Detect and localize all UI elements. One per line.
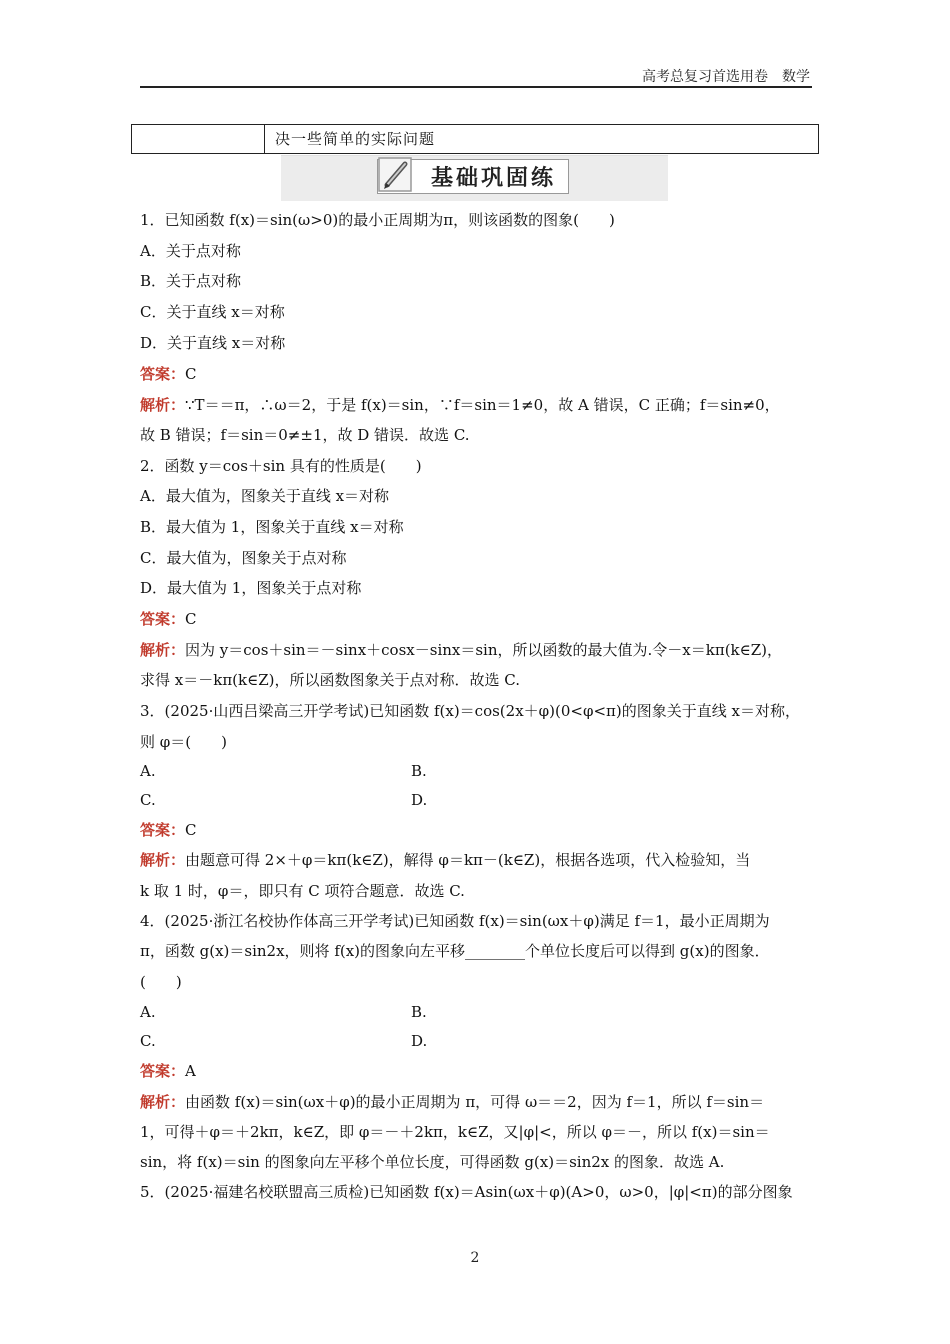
q4-options-row2 bbox=[140, 1031, 812, 1051]
section-banner bbox=[281, 155, 668, 201]
q3-stem-line1: 3．(2025·山西吕梁高三开学考试)已知函数 f(x)＝cos(2x＋φ)(0<φ<π)的图象关于直线 x＝对称， bbox=[140, 702, 800, 720]
q3-option-d: D. bbox=[411, 791, 428, 809]
q4-analysis-line1: 解析：由函数 f(x)＝sin(ωx＋φ)的最小正周期为 π，可得 ω＝＝2，因为 f＝1，所以 f＝sin＝ bbox=[140, 1093, 765, 1111]
pencil-icon bbox=[377, 156, 415, 194]
q1-option-c: C．关于直线 x＝对称 bbox=[140, 303, 285, 321]
table-cell-empty bbox=[132, 125, 265, 153]
header-rule bbox=[140, 86, 812, 88]
q3-option-a: A. bbox=[140, 762, 156, 780]
q3-stem-line2: 则 φ＝( ) bbox=[140, 733, 227, 751]
q4-option-a: A. bbox=[140, 1003, 156, 1021]
q3-answer: 答案：C bbox=[140, 821, 197, 839]
q3-options-row2 bbox=[140, 790, 812, 810]
running-header: 高考总复习首选用卷 数学 bbox=[642, 69, 810, 85]
q2-analysis-line1: 解析：因为 y＝cos＋sin＝－sinx＋cosx－sinx＝sin，所以函数的最大值为.令－x＝kπ(k∈Z)， bbox=[140, 641, 783, 659]
q1-answer: 答案：C bbox=[140, 365, 197, 383]
continuation-table bbox=[131, 124, 819, 154]
q3-analysis-line1: 解析：由题意可得 2×＋φ＝kπ(k∈Z)，解得 φ＝kπ－(k∈Z)，根据各选项，代入检验知，当 bbox=[140, 851, 751, 869]
q4-analysis-line3: sin，将 f(x)＝sin 的图象向左平移个单位长度，可得函数 g(x)＝sin2x 的图象．故选 A. bbox=[140, 1153, 725, 1171]
q1-option-b: B．关于点对称 bbox=[140, 272, 242, 290]
q4-stem-line1: 4．(2025·浙江名校协作体高三开学考试)已知函数 f(x)＝sin(ωx＋φ)满足 f＝1，最小正周期为 bbox=[140, 912, 770, 930]
banner-title: 基础巩固练 bbox=[431, 166, 557, 191]
q2-analysis-line2: 求得 x＝－kπ(k∈Z)，所以函数图象关于点对称．故选 C. bbox=[140, 671, 520, 689]
q4-analysis-line2: 1，可得＋φ＝＋2kπ，k∈Z，即 φ＝－＋2kπ，k∈Z，又|φ|<，所以 φ＝－，所以 f(x)＝sin＝ bbox=[140, 1123, 770, 1141]
q2-option-d: D．最大值为 1，图象关于点对称 bbox=[140, 579, 362, 597]
q1-analysis-line1: 解析：∵T＝＝π，∴ω＝2，于是 f(x)＝sin，∵f＝sin＝1≠0，故 A 错误，C 正确；f＝sin≠0， bbox=[140, 396, 780, 414]
q4-stem-line2: π，函数 g(x)＝sin2x，则将 f(x)的图象向左平移________个单位长度后可以得到 g(x)的图象． bbox=[140, 942, 770, 960]
q5-stem-line1: 5．(2025·福建名校联盟高三质检)已知函数 f(x)＝Asin(ωx＋φ)(A>0，ω>0，|φ|<π)的部分图象 bbox=[140, 1183, 793, 1201]
q4-option-b: B. bbox=[411, 1003, 427, 1021]
q4-stem-line3: ( ) bbox=[140, 973, 182, 991]
q3-analysis-line2: k 取 1 时，φ＝，即只有 C 项符合题意．故选 C. bbox=[140, 882, 465, 900]
q1-stem: 1．已知函数 f(x)＝sin(ω>0)的最小正周期为π，则该函数的图象( ) bbox=[140, 211, 615, 229]
q4-answer: 答案：A bbox=[140, 1062, 196, 1080]
q3-options-row1 bbox=[140, 761, 812, 781]
q1-option-a: A．关于点对称 bbox=[140, 242, 241, 260]
q3-option-c: C. bbox=[140, 791, 156, 809]
q2-stem: 2．函数 y＝cos＋sin 具有的性质是( ) bbox=[140, 457, 422, 475]
q4-option-c: C. bbox=[140, 1032, 156, 1050]
q3-option-b: B. bbox=[411, 762, 427, 780]
table-cell-text: 决一些简单的实际问题 bbox=[275, 130, 436, 148]
q1-analysis-line2: 故 B 错误；f＝sin＝0≠±1，故 D 错误．故选 C. bbox=[140, 426, 470, 444]
q2-answer: 答案：C bbox=[140, 610, 197, 628]
page-number: 2 bbox=[470, 1250, 480, 1266]
q1-option-d: D．关于直线 x＝对称 bbox=[140, 334, 286, 352]
q4-option-d: D. bbox=[411, 1032, 428, 1050]
q4-options-row1 bbox=[140, 1002, 812, 1022]
q2-option-c: C．最大值为，图象关于点对称 bbox=[140, 549, 347, 567]
q2-option-a: A．最大值为，图象关于直线 x＝对称 bbox=[140, 487, 390, 505]
q2-option-b: B．最大值为 1，图象关于直线 x＝对称 bbox=[140, 518, 404, 536]
